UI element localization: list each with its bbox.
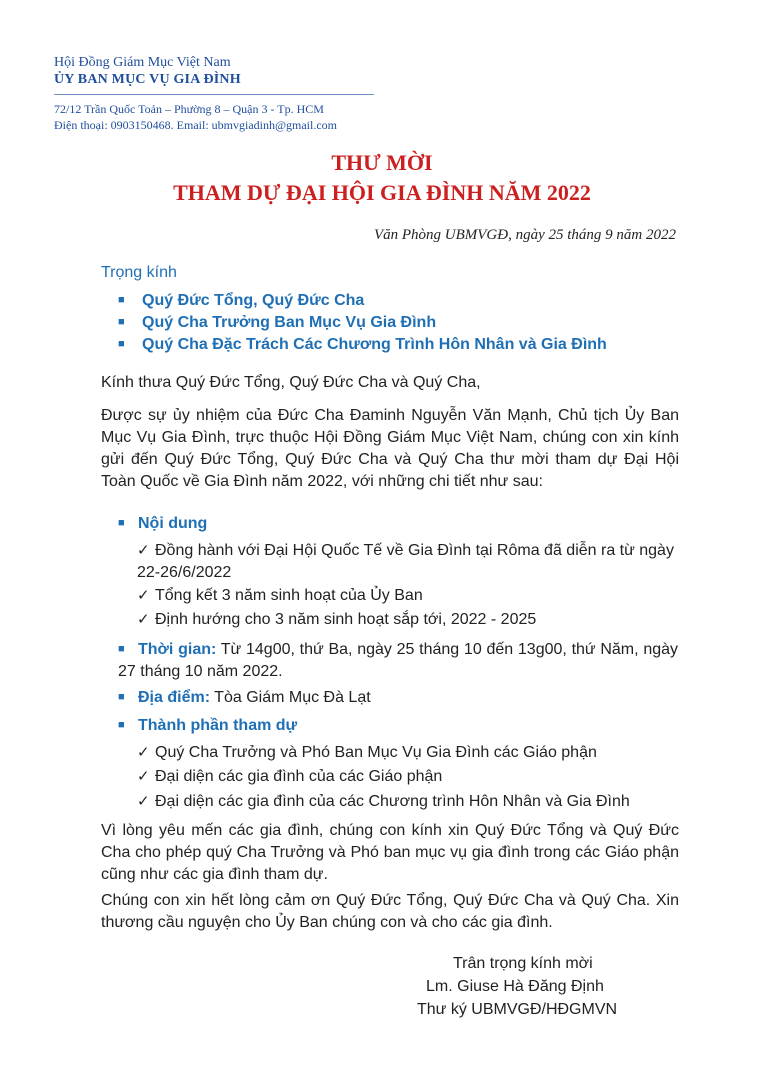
square-bullet-icon: ■	[118, 338, 125, 350]
check-item: ✓ Đại diện các gia đình của các Chương trình Hôn Nhân và Gia Đình	[137, 791, 630, 813]
address-line: 72/12 Trần Quốc Toản – Phường 8 – Quận 3 - Tp. HCM	[54, 102, 324, 116]
section-label: Thành phần tham dự	[138, 717, 298, 734]
greeting: Trọng kính	[101, 264, 177, 281]
check-item: ✓ Định hướng cho 3 năm sinh hoạt sắp tới, 2022 - 2025	[137, 609, 536, 631]
square-bullet-icon: ■	[118, 691, 125, 703]
checkmark-icon: ✓	[137, 768, 150, 785]
section-time	[118, 638, 678, 683]
closing-paragraph-2: Chúng con xin hết lòng cảm ơn Quý Đức Tổng, Quý Đức Cha và Quý Cha. Xin thương cầu nguyện cho Ủy Ban chúng con và cho các gia đình.	[101, 892, 679, 931]
recipient-item: ■ Quý Cha Đặc Trách Các Chương Trình Hôn Nhân và Gia Đình	[118, 336, 607, 353]
section-label: Thời gian:	[138, 641, 217, 658]
recipient-item: ■ Quý Đức Tổng, Quý Đức Cha	[118, 292, 365, 309]
check-item: ✓ Quý Cha Trưởng và Phó Ban Mục Vụ Gia Đình các Giáo phận	[137, 742, 597, 764]
signature-role: Thư ký UBMVGĐ/HĐGMVN	[417, 1001, 618, 1018]
checkmark-icon: ✓	[137, 793, 150, 810]
section-label: Nội dung	[138, 515, 208, 532]
section-label: Địa điểm:	[138, 689, 211, 706]
dateline: Văn Phòng UBMVGĐ, ngày 25 tháng 9 năm 2022	[373, 227, 676, 243]
checkmark-icon: ✓	[137, 587, 150, 604]
check-item: ✓ Đại diện các gia đình của các Giáo phận	[137, 766, 442, 788]
square-bullet-icon: ■	[118, 643, 125, 655]
section-participants	[118, 714, 297, 737]
recipient-item: ■ Quý Cha Trưởng Ban Mục Vụ Gia Đình	[118, 314, 437, 331]
dept-name: ỦY BAN MỤC VỤ GIA ĐÌNH	[54, 72, 241, 87]
section-content	[118, 512, 207, 535]
title-line-1: THƯ MỜI	[331, 150, 433, 175]
letterhead	[54, 54, 374, 133]
checkmark-icon: ✓	[137, 611, 150, 628]
closing-paragraph-1: Vì lòng yêu mến các gia đình, chúng con kính xin Quý Đức Tổng và Quý Đức Cha cho phép quý Cha Trưởng và Phó ban mục vụ gia đình trong các Giáo phận cũng như các gia đình tham dự.	[101, 822, 679, 883]
square-bullet-icon: ■	[118, 294, 125, 306]
checkmark-icon: ✓	[137, 744, 150, 761]
square-bullet-icon: ■	[118, 517, 125, 529]
check-item: ✓ Đồng hành với Đại Hội Quốc Tế về Gia Đình tại Rôma đã diễn ra từ ngày 22-26/6/2022	[137, 542, 674, 581]
org-name: Hội Đồng Giám Mục Việt Nam	[54, 55, 231, 70]
section-place	[118, 686, 371, 709]
place-value: Tòa Giám Mục Đà Lạt	[214, 689, 371, 706]
salutation: Kính thưa Quý Đức Tổng, Quý Đức Cha và Quý Cha,	[101, 374, 481, 391]
signature-regards: Trân trọng kính mời	[453, 955, 593, 972]
signature-name: Lm. Giuse Hà Đăng Định	[426, 978, 604, 995]
intro-paragraph: Được sự ủy nhiệm của Đức Cha Đaminh Nguyễn Văn Mạnh, Chủ tịch Ủy Ban Mục Vụ Gia Đình, trực thuộc Hội Đồng Giám Mục Việt Nam, chúng con xin kính gửi đến Quý Đức Tổng, Quý Đức Cha và Quý Cha thư mời tham dự Đại Hội Toàn Quốc về Gia Đình năm 2022, với những chi tiết như sau:	[101, 407, 679, 490]
title-line-2: THAM DỰ ĐẠI HỘI GIA ĐÌNH NĂM 2022	[173, 180, 591, 205]
check-item: ✓ Tổng kết 3 năm sinh hoạt của Ủy Ban	[137, 585, 423, 607]
checkmark-icon: ✓	[137, 542, 150, 559]
header-divider	[54, 94, 374, 95]
square-bullet-icon: ■	[118, 719, 125, 731]
contact-line: Điện thoại: 0903150468. Email: ubmvgiadinh@gmail.com	[54, 118, 338, 132]
time-value: Từ 14g00, thứ Ba, ngày 25 tháng 10 đến 13g00, thứ Năm, ngày 27 tháng 10 năm 2022.	[118, 641, 679, 680]
square-bullet-icon: ■	[118, 316, 125, 328]
